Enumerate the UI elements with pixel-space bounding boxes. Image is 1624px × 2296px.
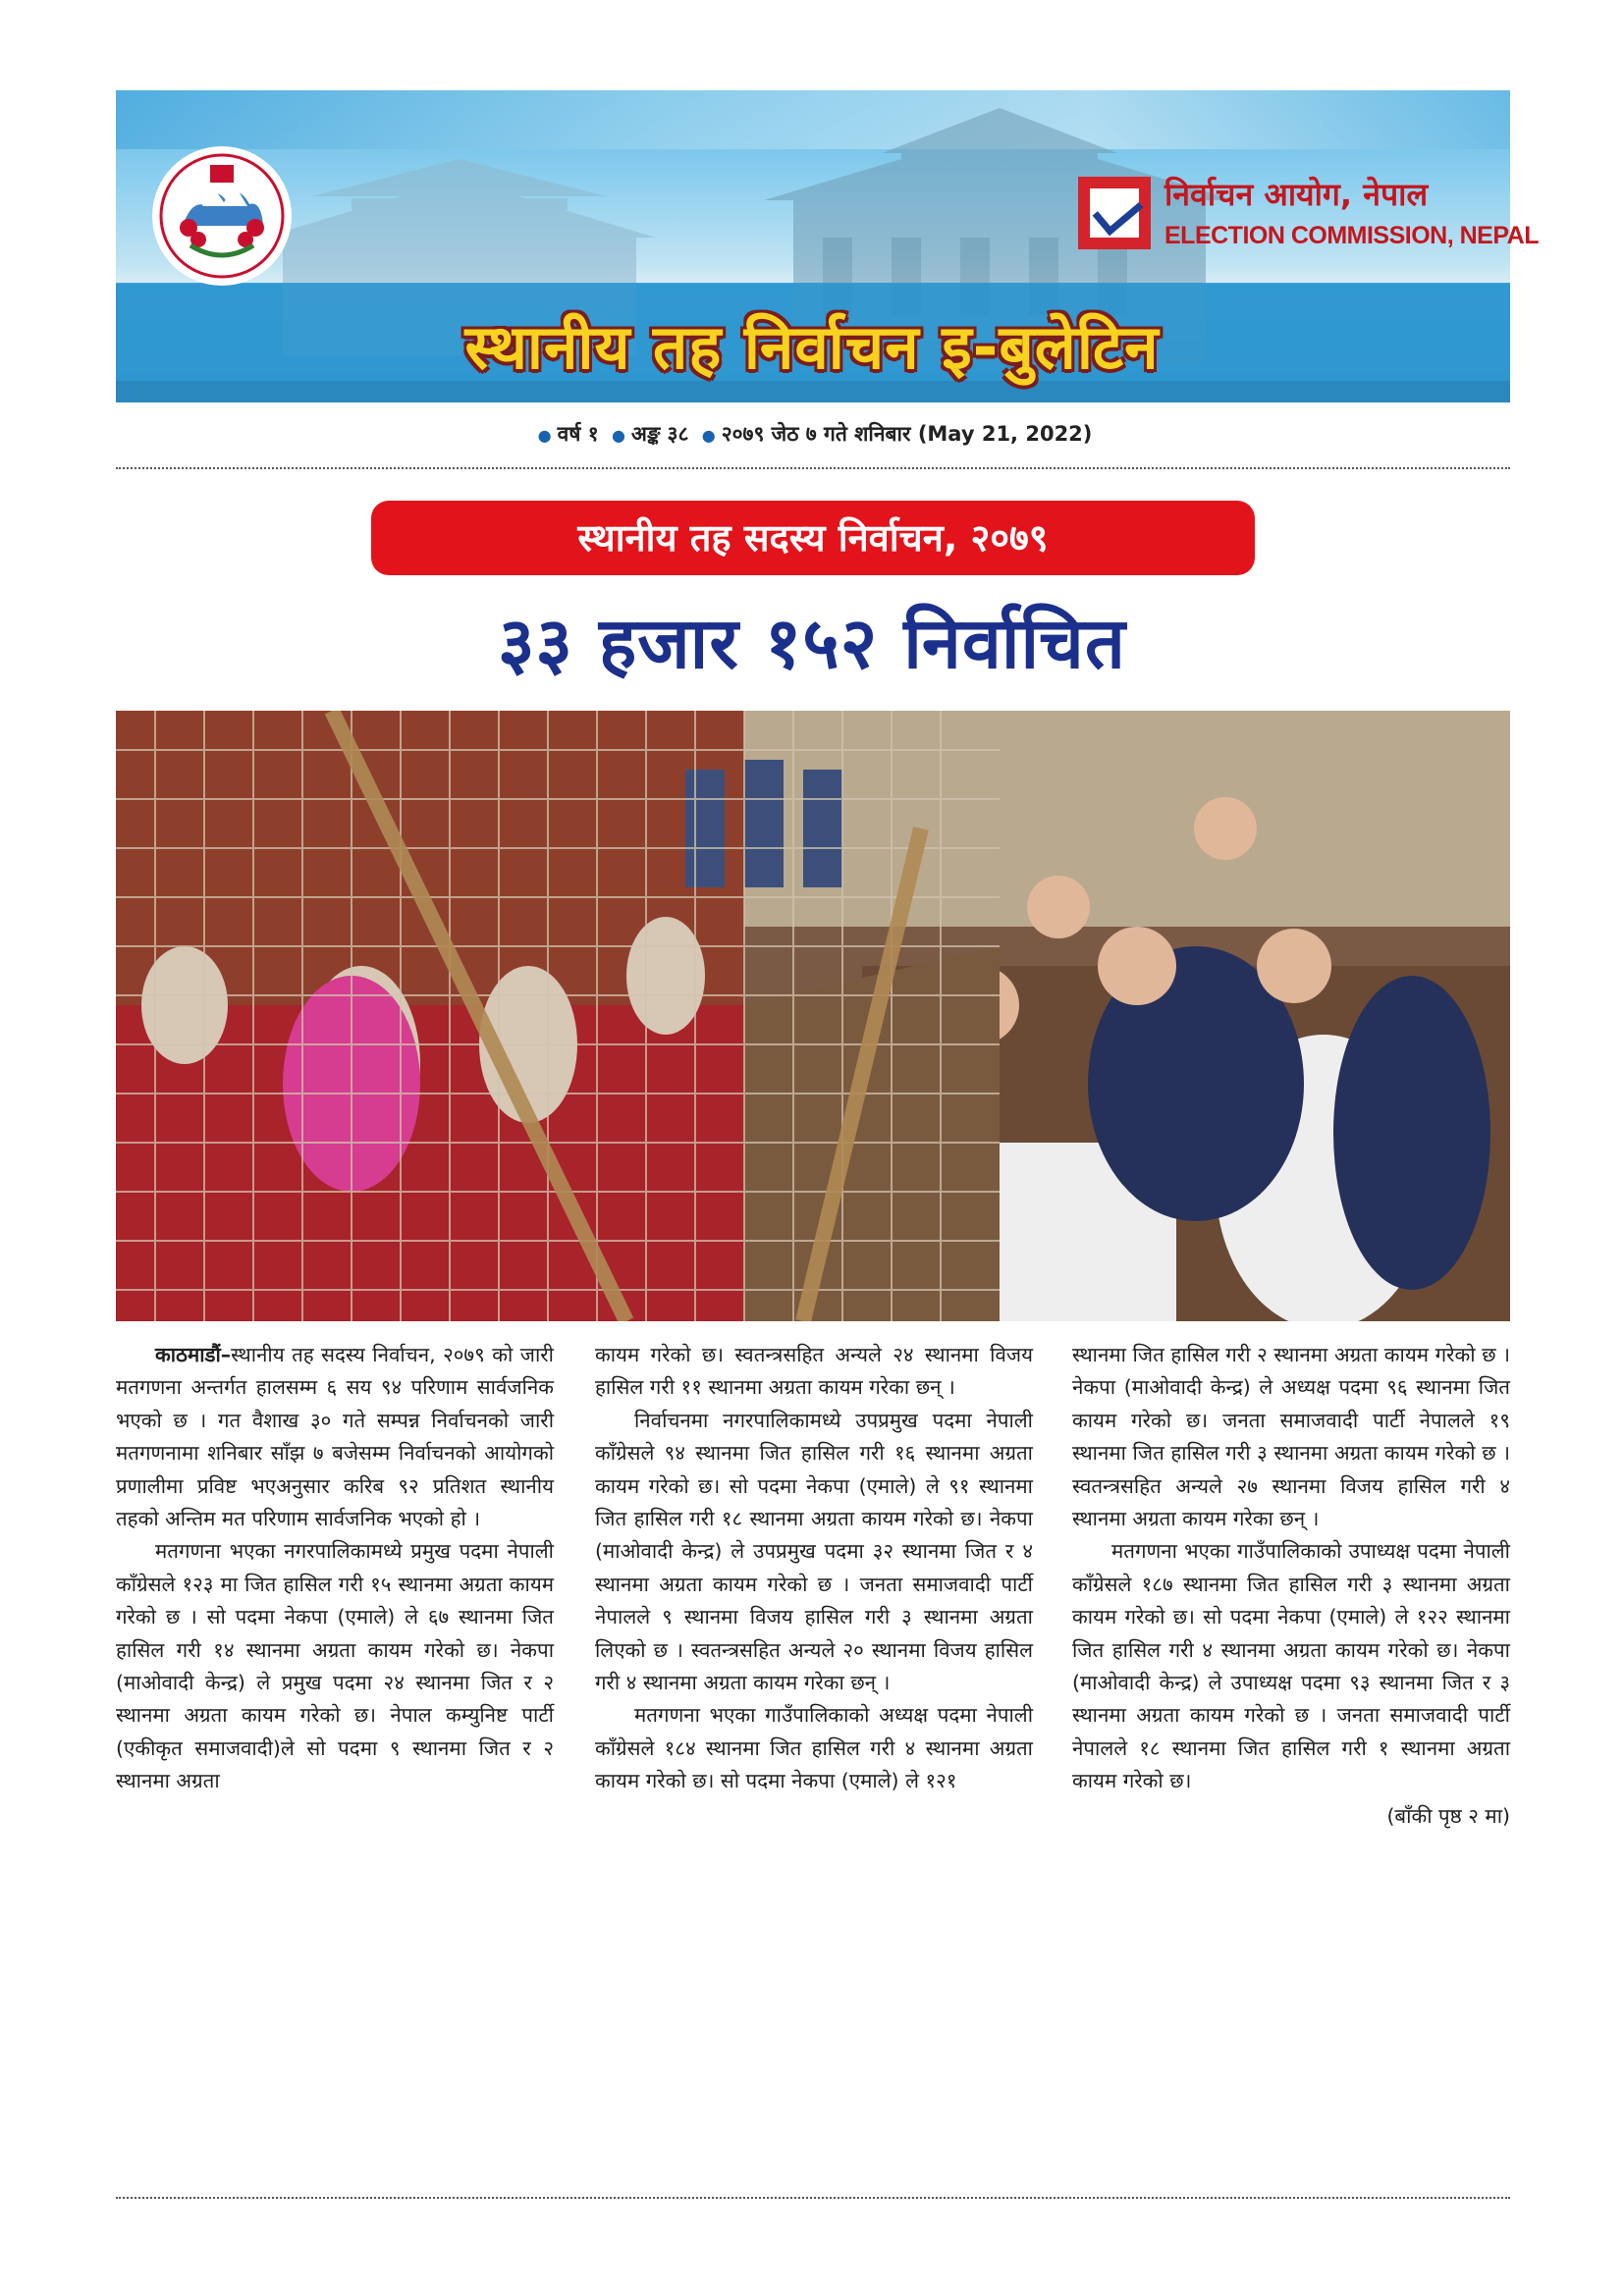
column-3-paragraph-1: स्थानमा जित हासिल गरी २ स्थानमा अग्रता कायम गरेको छ । नेकपा (माओवादी केन्द्र) ले अध्यक्ष पदमा ९६ स्थानमा जित कायम गरेको छ। जनता समाजवादी पार्टी नेपालले १९ स्थानमा जित हासिल गरी ३ स्थानमा अग्रता कायम गरेको छ । स्वतन्त्रसहित अन्यले २७ स्थानमा विजय हासिल गरी ४ स्थानमा अग्रता कायम गरेका छन् । — [1072, 1343, 1510, 1531]
article-headline: ३३ हजार १५२ निर्वाचित — [498, 602, 1126, 684]
article-dateline: काठमाडौं– — [155, 1343, 232, 1366]
bulletin-title: स्थानीय तह निर्वाचन इ-बुलेटिन — [464, 311, 1160, 383]
article-column-2 — [595, 1339, 1033, 1798]
issue-volume: वर्ष १ — [557, 422, 599, 446]
vote-counting-photo — [116, 711, 1510, 1321]
column-1-paragraph-2: मतगणना भएका नगरपालिकामध्ये प्रमुख पदमा नेपाली काँग्रेसले १२३ मा जित हासिल गरी १५ स्थानमा अग्रता कायम गरेको छ । सो पदमा नेकपा (एमाले) ले ६७ स्थानमा जित हासिल गरी १४ स्थानमा अग्रता कायम गरेको छ। नेकपा (माओवादी केन्द्र) ले प्रमुख पदमा २४ स्थानमा जित र २ स्थानमा अग्रता कायम गरेको छ। नेपाल कम्युनिष्ट पार्टी (एकीकृत समाजवादी)ले सो पदमा ९ स्थानमा जित र २ स्थानमा अग्रता — [116, 1539, 554, 1793]
bottom-divider — [116, 2197, 1510, 2199]
article-kicker: स्थानीय तह सदस्य निर्वाचन, २०७९ — [371, 501, 1255, 575]
nepal-government-emblem-icon — [155, 149, 289, 283]
column-2-paragraph-1: कायम गरेको छ। स्वतन्त्रसहित अन्यले २४ स्थानमा विजय हासिल गरी ११ स्थानमा अग्रता कायम गरेका छन् । — [595, 1343, 1033, 1400]
top-divider — [116, 467, 1510, 469]
org-name-nepali: निर्वाचन आयोग, नेपाल — [1164, 176, 1429, 213]
election-commission-logo-icon — [1078, 177, 1151, 249]
org-name-english: ELECTION COMMISSION, NEPAL — [1164, 222, 1539, 249]
article-column-3 — [1072, 1339, 1510, 1833]
issue-date-np: २०७९ जेठ ७ गते शनिबार — [721, 422, 911, 446]
continued-note: (बाँकी पृष्ठ २ मा) — [1386, 1803, 1510, 1828]
column-3-paragraph-2: मतगणना भएका गाउँपालिकाको उपाध्यक्ष पदमा नेपाली काँग्रेसले १८७ स्थानमा जित हासिल गरी ३ स्थानमा अग्रता कायम गरेको छ। सो पदमा नेकपा (एमाले) ले १२२ स्थानमा जित हासिल गरी ४ स्थानमा अग्रता कायम गरेको छ। नेकपा (माओवादी केन्द्र) ले उपाध्यक्ष पदमा ९३ स्थानमा जित र ३ स्थानमा अग्रता कायम गरेको छ । जनता समाजवादी पार्टी नेपालले १८ स्थानमा जित हासिल गरी १ स्थानमा अग्रता कायम गरेको छ। — [1072, 1539, 1510, 1793]
column-2-paragraph-3: मतगणना भएका गाउँपालिकाको अध्यक्ष पदमा नेपाली काँग्रेसले १८४ स्थानमा जित हासिल गरी ४ स्थानमा अग्रता कायम गरेको छ। सो पदमा नेकपा (एमाले) ले १२१ — [595, 1703, 1033, 1793]
column-2-paragraph-2: निर्वाचनमा नगरपालिकामध्ये उपप्रमुख पदमा नेपाली काँग्रेसले ९४ स्थानमा जित हासिल गरी १६ स्थानमा अग्रता कायम गरेको छ। सो पदमा नेकपा (एमाले) ले ९१ स्थानमा जित हासिल गरी १८ स्थानमा अग्रता कायम गरेको छ। नेकपा (माओवादी केन्द्र) ले उपप्रमुख पदमा ३२ स्थानमा जित र ४ स्थानमा अग्रता कायम गरेको छ । जनता समाजवादी पार्टी नेपालले ९ स्थानमा विजय हासिल गरी ३ स्थानमा अग्रता लिएको छ । स्वतन्त्रसहित अन्यले २० स्थानमा विजय हासिल गरी ४ स्थानमा अग्रता कायम गरेका छन् । — [595, 1408, 1033, 1695]
issue-number: अङ्क ३८ — [630, 422, 689, 446]
column-1-paragraph-1: स्थानीय तह सदस्य निर्वाचन, २०७९ को जारी मतगणना अन्तर्गत हालसम्म ६ सय ९४ परिणाम सार्वजनिक भएको छ । गत वैशाख ३० गते सम्पन्न निर्वाचनको जारी मतगणनामा शनिबार साँझ ७ बजेसम्म निर्वाचनको आयोगको प्रणालीमा प्रविष्ट भएअनुसार करिब ९२ प्रतिशत स्थानीय तहको अन्तिम मत परिणाम सार्वजनिक भएको हो । — [116, 1343, 554, 1531]
issue-line: ● वर्ष १ ● अङ्क ३८ ● २०७९ जेठ ७ गते शनिबार (May 21, 2022) — [537, 422, 1093, 446]
issue-date-en: (May 21, 2022) — [917, 422, 1093, 446]
article-column-1 — [116, 1339, 554, 1798]
